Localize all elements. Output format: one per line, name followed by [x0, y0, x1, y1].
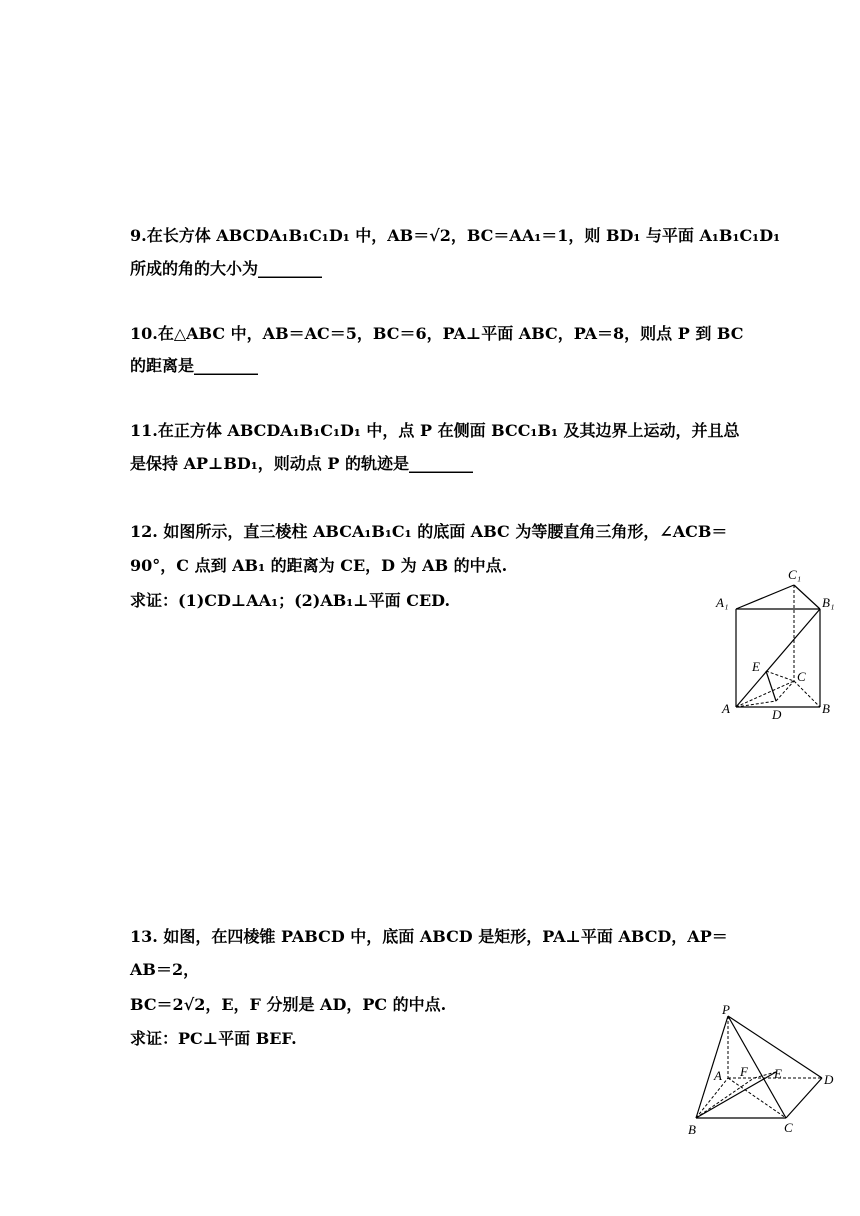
- label-f: F: [740, 1064, 748, 1079]
- label-d: D: [772, 707, 782, 722]
- label-b: B: [688, 1122, 696, 1137]
- label-c1: C₁: [788, 567, 802, 582]
- pyramid-figure: [682, 1000, 842, 1140]
- q9-line1: 9.在长方体 ABCDA₁B₁C₁D₁ 中，AB＝√2，BC＝AA₁＝1，则 BD₁ 与平面 A₁B₁C₁D₁: [130, 226, 781, 245]
- q11-line2: 是保持 AP⊥BD₁，则动点 P 的轨迹是________: [130, 454, 473, 473]
- q13-line4: 求证：PC⊥平面 BEF.: [130, 1029, 297, 1048]
- label-e: E: [752, 659, 760, 674]
- label-d: D: [824, 1072, 834, 1087]
- q10-line1: 10.在△ABC 中，AB＝AC＝5，BC＝6，PA⊥平面 ABC，PA＝8，则点 P 到 BC: [130, 324, 744, 343]
- q12-line1: 12. 如图所示，直三棱柱 ABCA₁B₁C₁ 的底面 ABC 为等腰直角三角形，∠ACB＝: [130, 522, 728, 541]
- label-e: E: [774, 1066, 782, 1081]
- q13-line3: BC＝2√2，E，F 分别是 AD，PC 的中点.: [130, 995, 447, 1014]
- label-c: C: [784, 1120, 793, 1135]
- q10-line2: 的距离是________: [130, 356, 259, 375]
- q9-line2: 所成的角的大小为________: [130, 259, 323, 278]
- prism-figure: [712, 565, 842, 725]
- q11-line1: 11.在正方体 ABCDA₁B₁C₁D₁ 中，点 P 在侧面 BCC₁B₁ 及其边界上运动，并且总: [130, 421, 740, 440]
- q13-line1: 13. 如图，在四棱锥 PABCD 中，底面 ABCD 是矩形，PA⊥平面 ABCD，AP＝: [130, 927, 728, 946]
- q13-line2: AB＝2，: [130, 960, 200, 979]
- label-p: P: [722, 1002, 730, 1017]
- q12-line3: 求证：(1)CD⊥AA₁；(2)AB₁⊥平面 CED.: [130, 591, 451, 610]
- q12-line2: 90°，C 点到 AB₁ 的距离为 CE，D 为 AB 的中点.: [130, 556, 508, 575]
- label-a: A: [722, 701, 730, 716]
- label-b: B: [822, 701, 830, 716]
- label-a: A: [714, 1068, 722, 1083]
- label-c: C: [797, 669, 806, 684]
- label-b1: B₁: [822, 595, 835, 610]
- label-a1: A₁: [716, 595, 729, 610]
